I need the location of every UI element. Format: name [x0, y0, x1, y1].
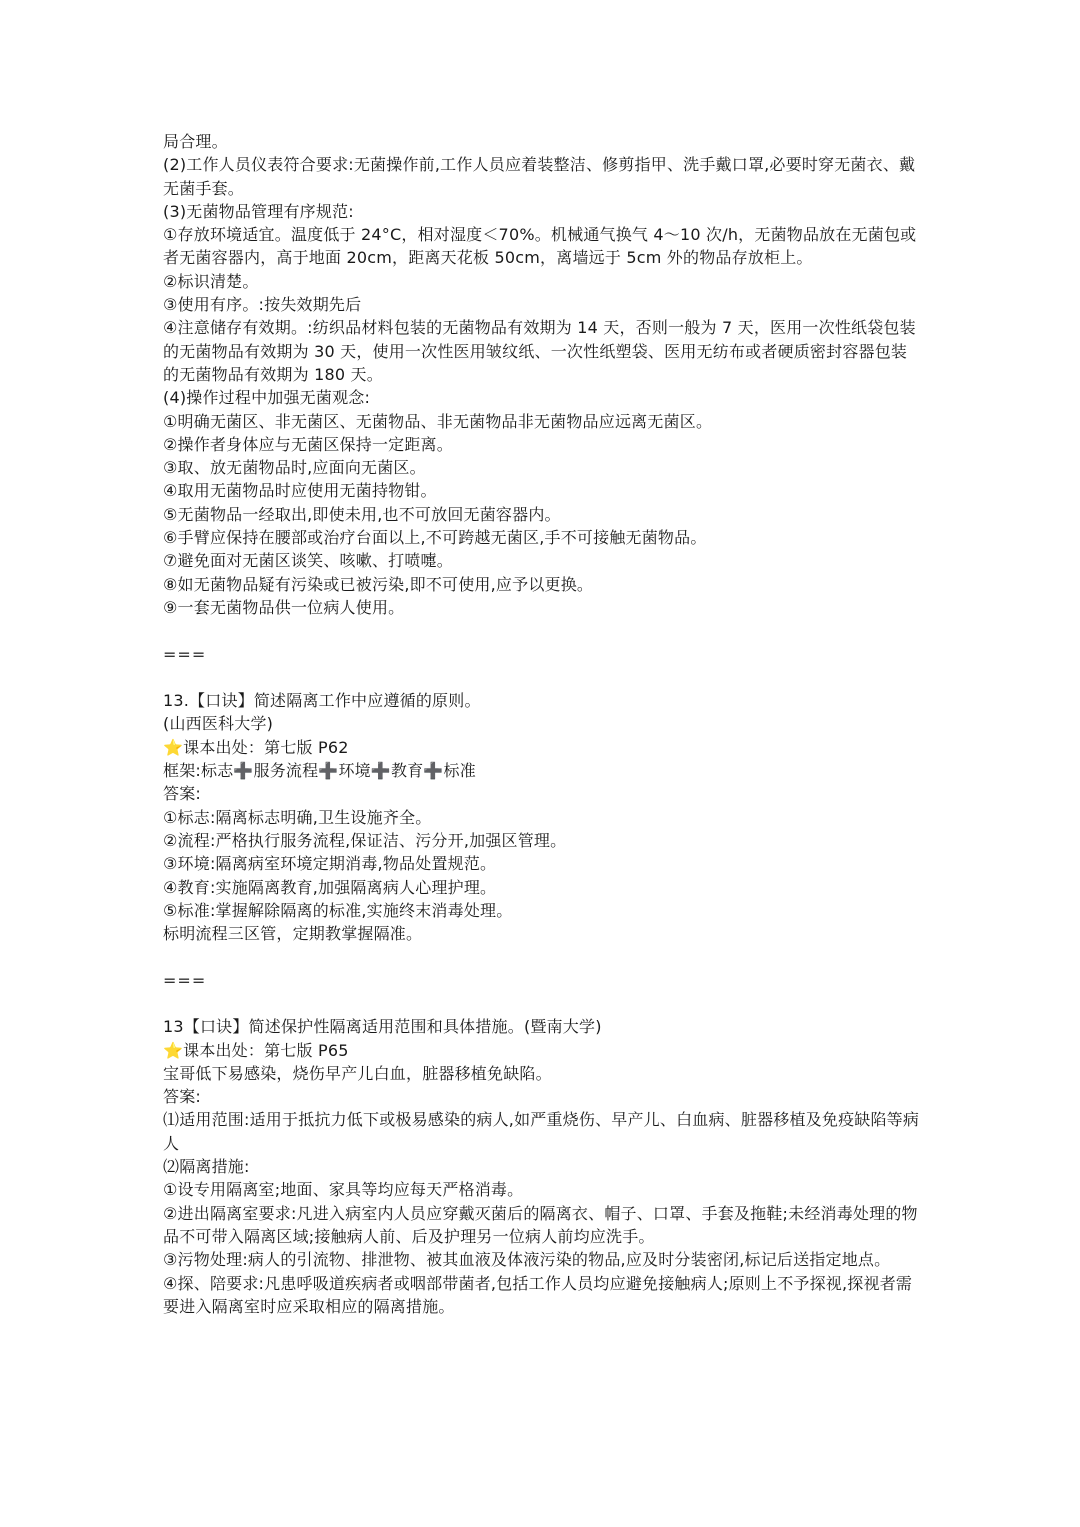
answer-item: ③污物处理:病人的引流物、排泄物、被其血液及体液污染的物品,应及时分装密闭,标记后送指定地点。: [163, 1250, 891, 1270]
source-line: [163, 1039, 920, 1062]
framework-item: 环境: [338, 761, 371, 781]
plus-icon: ➕: [318, 761, 339, 781]
star-icon: ⭐: [163, 1040, 184, 1060]
text-line: ①明确无菌区、非无菌区、无菌物品、非无菌物品非无菌物品应远离无菌区。: [163, 411, 713, 431]
spacer: [163, 992, 920, 1015]
source-text: 课本出处：第七版 P62: [183, 737, 349, 757]
answer-item: ①标志:隔离标志明确,卫生设施齐全。: [163, 807, 432, 827]
text-line: ④取用无菌物品时应使用无菌持物钳。: [163, 481, 437, 501]
answer-item: ⑴适用范围:适用于抵抗力低下或极易感染的病人,如严重烧伤、早产儿、白血病、脏器移植及免疫缺陷等病人: [163, 1110, 920, 1153]
document-page: [163, 130, 920, 1318]
text-line: ②标识清楚。: [163, 271, 259, 291]
text-line: ②操作者身体应与无菌区保持一定距离。: [163, 434, 453, 454]
answer-item: ②流程:严格执行服务流程,保证洁、污分开,加强区管理。: [163, 830, 567, 850]
star-icon: ⭐: [163, 737, 184, 757]
text-line: 局合理。: [163, 132, 228, 151]
text-line: ①存放环境适宜。温度低于 24°C，相对湿度＜70%。机械通气换气 4～10 次/h，无菌物品放在无菌包或者无菌容器内，高于地面 20cm，距离天花板 50cm，离墙远于 5cm 外的物品存放柜上。: [163, 225, 917, 268]
framework-item: 服务流程: [253, 761, 319, 781]
question-title: 13【口诀】简述保护性隔离适用范围和具体措施。(暨南大学): [163, 1017, 602, 1037]
answer-item: ④探、陪要求:凡患呼吸道疾病者或咽部带菌者,包括工作人员均应避免接触病人;原则上不予探视,探视者需要进入隔离室时应采取相应的隔离措施。: [163, 1273, 913, 1316]
answer-item: ⑤标准:掌握解除隔离的标准,实施终末消毒处理。: [163, 900, 513, 920]
answer-label: 答案:: [163, 784, 201, 804]
mnemonic: 宝哥低下易感染，烧伤早产儿白血，脏器移植免缺陷。: [163, 1063, 552, 1083]
text-line: ⑤无菌物品一经取出,即使未用,也不可放回无菌容器内。: [163, 504, 561, 524]
framework-prefix: 框架:: [163, 761, 201, 781]
answer-item: ①设专用隔离室;地面、家具等均应每天严格消毒。: [163, 1180, 524, 1200]
framework-line: [163, 759, 920, 782]
spacer: [163, 666, 920, 689]
text-line: (2)工作人员仪表符合要求:无菌操作前,工作人员应着装整洁、修剪指甲、洗手戴口罩,必要时穿无菌衣、戴无菌手套。: [163, 155, 916, 198]
mnemonic: 标明流程三区管，定期教掌握隔准。: [163, 924, 423, 944]
framework-item: 标志: [201, 761, 234, 781]
answer-item: ②进出隔离室要求:凡进入病室内人员应穿戴灭菌后的隔离衣、帽子、口罩、手套及拖鞋;未经消毒处理的物品不可带入隔离区域;接触病人前、后及护理另一位病人前均应洗手。: [163, 1203, 918, 1246]
separator: ===: [163, 970, 207, 990]
source-line: [163, 736, 920, 759]
plus-icon: ➕: [233, 761, 254, 781]
answer-item: ⑵隔离措施:: [163, 1157, 250, 1177]
answer-label: 答案:: [163, 1087, 201, 1107]
framework-item: 教育: [391, 761, 424, 781]
text-line: ④注意储存有效期。:纺织品材料包装的无菌物品有效期为 14 天，否则一般为 7 天，医用一次性纸袋包装的无菌物品有效期为 30 天，使用一次性医用皱纹纸、一次性纸塑袋、医用无纺布或者硬质密封容器包装的无菌物品有效期为 180 天。: [163, 318, 916, 384]
text-line: ③取、放无菌物品时,应面向无菌区。: [163, 458, 426, 478]
separator: ===: [163, 644, 207, 664]
answer-item: ③环境:隔离病室环境定期消毒,物品处置规范。: [163, 854, 497, 874]
spacer: [163, 619, 920, 642]
spacer: [163, 945, 920, 968]
text-line: ③使用有序。:按失效期先后: [163, 295, 362, 315]
plus-icon: ➕: [370, 761, 391, 781]
source-text: 课本出处：第七版 P65: [183, 1040, 349, 1060]
text-line: (4)操作过程中加强无菌观念:: [163, 388, 371, 408]
text-line: ⑧如无菌物品疑有污染或已被污染,即不可使用,应予以更换。: [163, 574, 594, 594]
answer-item: ④教育:实施隔离教育,加强隔离病人心理护理。: [163, 877, 497, 897]
text-line: ⑦避免面对无菌区谈笑、咳嗽、打喷嚏。: [163, 551, 453, 571]
school-name: (山西医科大学): [163, 714, 274, 734]
text-line: ⑨一套无菌物品供一位病人使用。: [163, 597, 405, 617]
text-line: (3)无菌物品管理有序规范:: [163, 201, 354, 221]
framework-item: 标准: [443, 761, 476, 781]
text-line: ⑥手臂应保持在腰部或治疗台面以上,不可跨越无菌区,手不可接触无菌物品。: [163, 528, 707, 548]
question-title: 13.【口诀】简述隔离工作中应遵循的原则。: [163, 691, 481, 711]
plus-icon: ➕: [423, 761, 444, 781]
